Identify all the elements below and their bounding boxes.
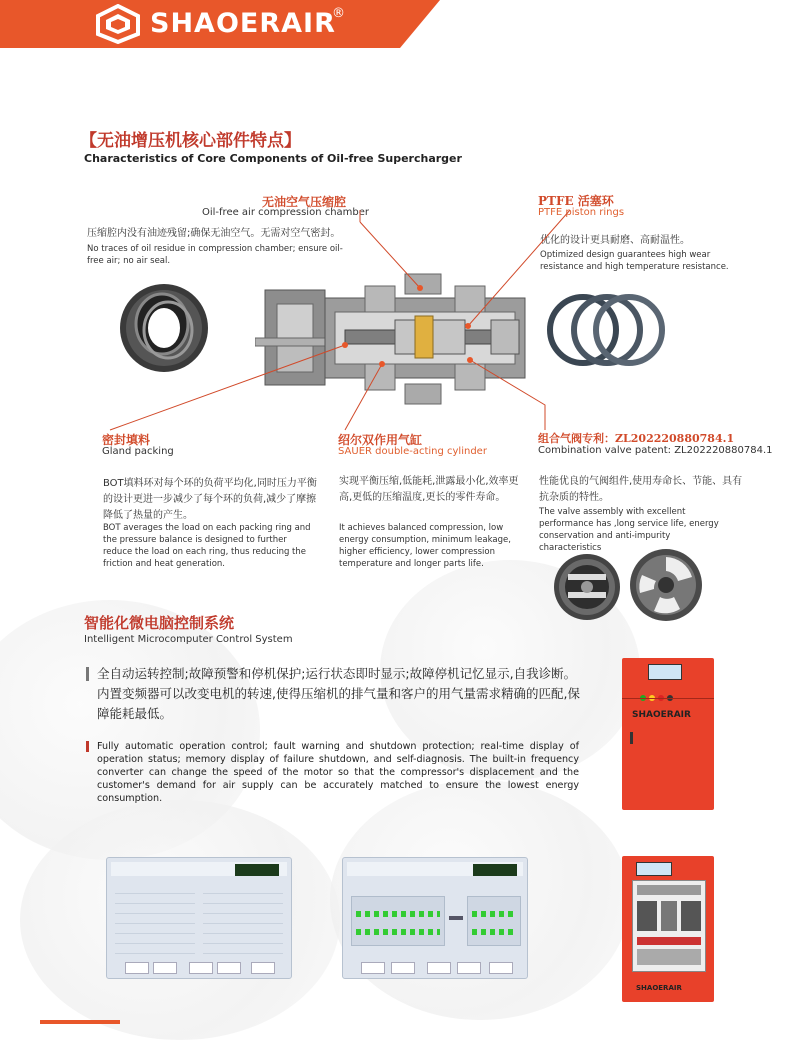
cabinet-brand: SHAOERAIR <box>632 710 691 720</box>
valve-desc-cn: 性能优良的气阀组件,使用寿命长、节能、具有抗杂质的特性。 <box>539 476 743 503</box>
bullet-bar-icon <box>86 741 89 752</box>
cabinet-brand: SHAOERAIR <box>636 984 682 992</box>
ptfe-desc-en: Optimized design guarantees high wear resistance and high temperature resistance. <box>540 250 729 272</box>
chamber-title-en: Oil-free air compression chamber <box>202 207 370 218</box>
cabinet-display <box>648 664 682 680</box>
valve-image-small <box>552 552 622 622</box>
bullet-bar-icon <box>86 667 89 681</box>
ptfe-title-en: PTFE piston rings <box>538 207 625 218</box>
valve-image-large <box>628 547 704 623</box>
gland-desc-cn: BOT填料环对每个环的负荷平均化,同时压力平衡的设计更进一步减少了每个环的负荷,减少了摩擦降低了热量的产生。 <box>103 478 317 521</box>
chamber-title-cn: 无油空气压缩腔 <box>262 195 347 209</box>
chamber-desc-cn: 压缩腔内没有油迹残留;确保无油空气。无需对空气密封。 <box>87 228 341 239</box>
bottom-accent-bar <box>40 1020 120 1024</box>
control-screen-image <box>342 857 528 979</box>
control-cabinet-open-image <box>622 856 714 1002</box>
chamber-desc-en: No traces of oil residue in compression chamber; ensure oil-free air; no air seal. <box>87 244 343 266</box>
valve-title-cn: 组合气阀专利：ZL202220880784.1 <box>538 432 735 445</box>
ptfe-desc-cn: 优化的设计更具耐磨、高耐温性。 <box>540 235 690 246</box>
gland-title-cn: 密封填料 <box>102 433 151 447</box>
gland-title-en: Gland packing <box>102 446 174 457</box>
sauer-title-en: SAUER double-acting cylinder <box>338 446 487 457</box>
ptfe-title-cn: PTFE 活塞环 <box>538 194 614 208</box>
gland-desc-en: BOT averages the load on each packing ring and the pressure balance is designed to further reduce the load on each ring, thus reducing the friction and heat generation. <box>103 523 311 569</box>
sauer-desc-en: It achieves balanced compression, low energy consumption, minimum leakage, higher efficiency, lower compression temperature and longer parts life. <box>339 523 511 569</box>
section1-title-en: Characteristics of Core Components of Oil-free Supercharger <box>84 152 462 165</box>
control-screen-image <box>106 857 292 979</box>
cabinet-buttons <box>640 686 696 694</box>
section1-title-cn: 【无油增压机核心部件特点】 <box>80 131 301 151</box>
sauer-title-cn: 绍尔双作用气缸 <box>338 433 423 447</box>
section2-paragraph-cn: 全自动运转控制;故障预警和停机保护;运行状态即时显示;故障停机记忆显示,自我诊断。内置变频器可以改变电机的转速,使得压缩机的排气量和客户的用气量需求精确的匹配,保障能耗最低。 <box>97 666 580 721</box>
control-cabinet-image <box>622 658 714 810</box>
section2-title-cn: 智能化微电脑控制系统 <box>84 614 235 632</box>
valve-title-en: Combination valve patent: ZL202220880784.1 <box>538 445 773 456</box>
brand-name: SHAOERAIR <box>150 8 336 39</box>
section2-paragraph-en: Fully automatic operation control; fault warning and shutdown protection; real-time display of operation status; memory display of failure shutdown, and self-diagnosis. The built-in frequency converter can change the speed of the motor so that the compressor's displacement and the customer's demand for air supply can be accurately matched to ensure the lowest energy consumption. <box>97 741 579 804</box>
section2-title-en: Intelligent Microcomputer Control System <box>84 634 293 645</box>
brand-registered-mark: ® <box>332 6 345 21</box>
sauer-desc-cn: 实现平衡压缩,低能耗,泄露最小化,效率更高,更低的压缩温度,更长的零件寿命。 <box>339 476 519 503</box>
valve-desc-en: The valve assembly with excellent performance has ,long service life, energy conservation and anti-impurity characteristics <box>539 507 719 553</box>
